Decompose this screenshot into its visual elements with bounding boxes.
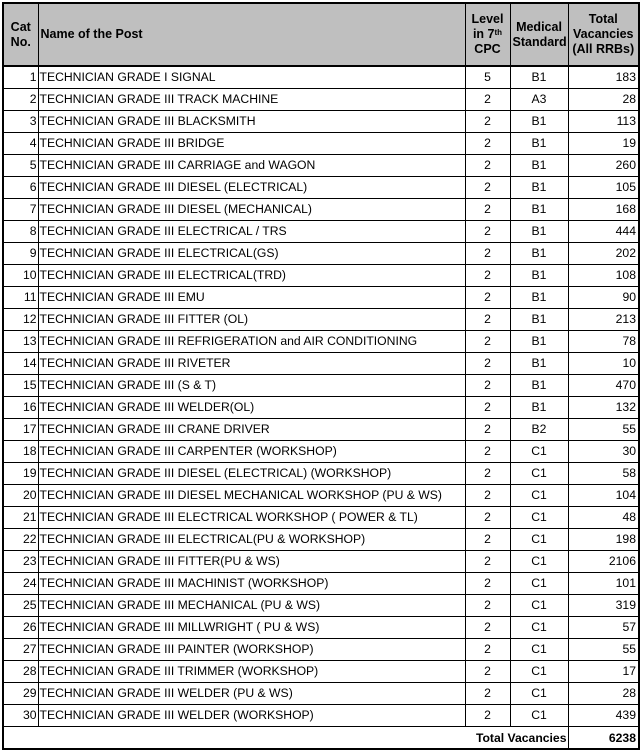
- table-row: [3, 309, 639, 331]
- table-row: [3, 111, 639, 133]
- table-row: [3, 463, 639, 485]
- medical-standard-cell: B1: [510, 199, 568, 221]
- level-cell: 2: [465, 705, 510, 727]
- total-vacancies-cell: 183: [568, 66, 639, 89]
- medical-standard-cell: C1: [510, 529, 568, 551]
- header-total-line3: (All RRBs): [572, 42, 635, 56]
- cat-no-cell: 14: [3, 353, 38, 375]
- level-cell: 2: [465, 353, 510, 375]
- level-cell: 2: [465, 309, 510, 331]
- vacancy-table-container: [2, 2, 640, 750]
- level-cell: 2: [465, 177, 510, 199]
- total-vacancies-cell: 55: [568, 639, 639, 661]
- level-cell: 2: [465, 485, 510, 507]
- cat-no-cell: 24: [3, 573, 38, 595]
- table-row: [3, 639, 639, 661]
- level-cell: 2: [465, 661, 510, 683]
- total-vacancies-cell: 213: [568, 309, 639, 331]
- level-cell: 2: [465, 507, 510, 529]
- table-row: [3, 705, 639, 727]
- header-level-line3: CPC: [474, 42, 501, 56]
- medical-standard-cell: C1: [510, 463, 568, 485]
- post-name-cell: TECHNICIAN GRADE III PAINTER (WORKSHOP): [38, 639, 465, 661]
- total-vacancies-cell: 105: [568, 177, 639, 199]
- cat-no-cell: 29: [3, 683, 38, 705]
- level-cell: 2: [465, 331, 510, 353]
- level-cell: 2: [465, 639, 510, 661]
- medical-standard-cell: B1: [510, 243, 568, 265]
- cat-no-cell: 6: [3, 177, 38, 199]
- cat-no-cell: 30: [3, 705, 38, 727]
- table-row: [3, 595, 639, 617]
- table-row: [3, 221, 639, 243]
- table-row: [3, 287, 639, 309]
- post-name-cell: TECHNICIAN GRADE III MECHANICAL (PU & WS): [38, 595, 465, 617]
- table-row: [3, 155, 639, 177]
- post-name-cell: TECHNICIAN GRADE III BRIDGE: [38, 133, 465, 155]
- cat-no-cell: 10: [3, 265, 38, 287]
- table-row: [3, 243, 639, 265]
- cat-no-cell: 3: [3, 111, 38, 133]
- table-row: [3, 397, 639, 419]
- post-name-cell: TECHNICIAN GRADE III CARRIAGE and WAGON: [38, 155, 465, 177]
- header-medical: [510, 3, 568, 66]
- total-vacancies-cell: 132: [568, 397, 639, 419]
- level-cell: 2: [465, 375, 510, 397]
- total-vacancies-cell: 168: [568, 199, 639, 221]
- post-name-cell: TECHNICIAN GRADE III CRANE DRIVER: [38, 419, 465, 441]
- level-cell: 2: [465, 551, 510, 573]
- total-vacancies-cell: 17: [568, 661, 639, 683]
- table-row: [3, 265, 639, 287]
- total-vacancies-cell: 444: [568, 221, 639, 243]
- level-cell: 2: [465, 199, 510, 221]
- total-vacancies-cell: 90: [568, 287, 639, 309]
- total-vacancies-cell: 30: [568, 441, 639, 463]
- total-vacancies-value: 6238: [568, 727, 639, 750]
- medical-standard-cell: C1: [510, 441, 568, 463]
- medical-standard-cell: B1: [510, 133, 568, 155]
- medical-standard-cell: C1: [510, 617, 568, 639]
- table-row: [3, 66, 639, 89]
- table-row: [3, 507, 639, 529]
- cat-no-cell: 13: [3, 331, 38, 353]
- total-vacancies-cell: 28: [568, 683, 639, 705]
- cat-no-cell: 28: [3, 661, 38, 683]
- medical-standard-cell: C1: [510, 507, 568, 529]
- table-row: [3, 331, 639, 353]
- post-name-cell: TECHNICIAN GRADE III WELDER(OL): [38, 397, 465, 419]
- post-name-cell: TECHNICIAN GRADE III ELECTRICAL WORKSHOP ( POWER & TL): [38, 507, 465, 529]
- post-name-cell: TECHNICIAN GRADE III (S & T): [38, 375, 465, 397]
- post-name-cell: TECHNICIAN GRADE III FITTER (OL): [38, 309, 465, 331]
- table-row: [3, 199, 639, 221]
- total-vacancies-cell: 113: [568, 111, 639, 133]
- total-row: [3, 727, 639, 750]
- table-row: [3, 89, 639, 111]
- header-medical-line1: Medical: [516, 19, 562, 34]
- cat-no-cell: 22: [3, 529, 38, 551]
- total-vacancies-cell: 2106: [568, 551, 639, 573]
- total-vacancies-cell: 10: [568, 353, 639, 375]
- medical-standard-cell: C1: [510, 595, 568, 617]
- header-post-name: Name of the Post: [38, 3, 465, 66]
- post-name-cell: TECHNICIAN GRADE III TRACK MACHINE: [38, 89, 465, 111]
- level-cell: 2: [465, 573, 510, 595]
- level-cell: 5: [465, 66, 510, 89]
- medical-standard-cell: A3: [510, 89, 568, 111]
- total-vacancies-cell: 101: [568, 573, 639, 595]
- cat-no-cell: 4: [3, 133, 38, 155]
- total-vacancies-cell: 108: [568, 265, 639, 287]
- post-name-cell: TECHNICIAN GRADE III RIVETER: [38, 353, 465, 375]
- cat-no-cell: 5: [3, 155, 38, 177]
- medical-standard-cell: B1: [510, 265, 568, 287]
- level-cell: 2: [465, 287, 510, 309]
- level-cell: 2: [465, 683, 510, 705]
- table-row: [3, 573, 639, 595]
- cat-no-cell: 19: [3, 463, 38, 485]
- post-name-cell: TECHNICIAN GRADE III TRIMMER (WORKSHOP): [38, 661, 465, 683]
- cat-no-cell: 25: [3, 595, 38, 617]
- total-vacancies-cell: 57: [568, 617, 639, 639]
- medical-standard-cell: B1: [510, 111, 568, 133]
- post-name-cell: TECHNICIAN GRADE III ELECTRICAL(GS): [38, 243, 465, 265]
- post-name-cell: TECHNICIAN GRADE III DIESEL (MECHANICAL): [38, 199, 465, 221]
- cat-no-cell: 16: [3, 397, 38, 419]
- cat-no-cell: 27: [3, 639, 38, 661]
- total-vacancies-cell: 58: [568, 463, 639, 485]
- medical-standard-cell: B2: [510, 419, 568, 441]
- header-level-sup: th: [494, 28, 503, 37]
- cat-no-cell: 20: [3, 485, 38, 507]
- post-name-cell: TECHNICIAN GRADE III BLACKSMITH: [38, 111, 465, 133]
- medical-standard-cell: B1: [510, 155, 568, 177]
- cat-no-cell: 17: [3, 419, 38, 441]
- level-cell: 2: [465, 419, 510, 441]
- table-footer: [3, 727, 639, 750]
- table-row: [3, 375, 639, 397]
- table-body: [3, 66, 639, 727]
- level-cell: 2: [465, 441, 510, 463]
- level-cell: 2: [465, 463, 510, 485]
- header-cat-no-line2: No.: [10, 34, 31, 49]
- table-header: [3, 3, 639, 66]
- medical-standard-cell: B1: [510, 177, 568, 199]
- cat-no-cell: 9: [3, 243, 38, 265]
- cat-no-cell: 11: [3, 287, 38, 309]
- cat-no-cell: 1: [3, 66, 38, 89]
- total-vacancies-cell: 55: [568, 419, 639, 441]
- total-vacancies-cell: 319: [568, 595, 639, 617]
- medical-standard-cell: B1: [510, 66, 568, 89]
- cat-no-cell: 26: [3, 617, 38, 639]
- medical-standard-cell: C1: [510, 551, 568, 573]
- level-cell: 2: [465, 397, 510, 419]
- medical-standard-cell: B1: [510, 353, 568, 375]
- cat-no-cell: 7: [3, 199, 38, 221]
- medical-standard-cell: C1: [510, 661, 568, 683]
- medical-standard-cell: B1: [510, 331, 568, 353]
- header-total-line2: Vacancies: [573, 27, 634, 41]
- total-vacancies-cell: 48: [568, 507, 639, 529]
- header-total-line1: Total: [588, 12, 618, 26]
- post-name-cell: TECHNICIAN GRADE III CARPENTER (WORKSHOP): [38, 441, 465, 463]
- cat-no-cell: 15: [3, 375, 38, 397]
- cat-no-cell: 21: [3, 507, 38, 529]
- table-row: [3, 133, 639, 155]
- post-name-cell: TECHNICIAN GRADE III ELECTRICAL(TRD): [38, 265, 465, 287]
- post-name-cell: TECHNICIAN GRADE III FITTER(PU & WS): [38, 551, 465, 573]
- table-row: [3, 177, 639, 199]
- table-row: [3, 683, 639, 705]
- table-row: [3, 551, 639, 573]
- table-row: [3, 353, 639, 375]
- cat-no-cell: 23: [3, 551, 38, 573]
- post-name-cell: TECHNICIAN GRADE III EMU: [38, 287, 465, 309]
- post-name-cell: TECHNICIAN GRADE III MACHINIST (WORKSHOP): [38, 573, 465, 595]
- level-cell: 2: [465, 221, 510, 243]
- medical-standard-cell: C1: [510, 639, 568, 661]
- level-cell: 2: [465, 133, 510, 155]
- post-name-cell: TECHNICIAN GRADE III ELECTRICAL / TRS: [38, 221, 465, 243]
- cat-no-cell: 18: [3, 441, 38, 463]
- level-cell: 2: [465, 155, 510, 177]
- total-vacancies-cell: 19: [568, 133, 639, 155]
- post-name-cell: TECHNICIAN GRADE III DIESEL (ELECTRICAL) (WORKSHOP): [38, 463, 465, 485]
- medical-standard-cell: C1: [510, 683, 568, 705]
- level-cell: 2: [465, 89, 510, 111]
- total-vacancies-cell: 470: [568, 375, 639, 397]
- level-cell: 2: [465, 617, 510, 639]
- header-level: [465, 3, 510, 66]
- header-cat-no: [3, 3, 38, 66]
- medical-standard-cell: C1: [510, 573, 568, 595]
- medical-standard-cell: B1: [510, 287, 568, 309]
- total-vacancies-cell: 439: [568, 705, 639, 727]
- cat-no-cell: 2: [3, 89, 38, 111]
- level-cell: 2: [465, 265, 510, 287]
- post-name-cell: TECHNICIAN GRADE III DIESEL MECHANICAL WORKSHOP (PU & WS): [38, 485, 465, 507]
- table-row: [3, 617, 639, 639]
- post-name-cell: TECHNICIAN GRADE III WELDER (PU & WS): [38, 683, 465, 705]
- header-row: [3, 3, 639, 66]
- table-row: [3, 419, 639, 441]
- header-total-vacancies: [568, 3, 639, 66]
- table-row: [3, 485, 639, 507]
- medical-standard-cell: B1: [510, 221, 568, 243]
- table-row: [3, 661, 639, 683]
- total-vacancies-cell: 104: [568, 485, 639, 507]
- post-name-cell: TECHNICIAN GRADE III REFRIGERATION and AIR CONDITIONING: [38, 331, 465, 353]
- level-cell: 2: [465, 111, 510, 133]
- cat-no-cell: 12: [3, 309, 38, 331]
- header-cat-no-line1: Cat: [10, 19, 31, 34]
- table-row: [3, 441, 639, 463]
- header-medical-line2: Standard: [512, 34, 567, 49]
- header-level-line2: in 7: [472, 27, 495, 41]
- medical-standard-cell: C1: [510, 705, 568, 727]
- table-row: [3, 529, 639, 551]
- total-vacancies-label: Total Vacancies: [3, 727, 568, 750]
- level-cell: 2: [465, 243, 510, 265]
- total-vacancies-cell: 260: [568, 155, 639, 177]
- total-vacancies-cell: 202: [568, 243, 639, 265]
- total-vacancies-cell: 28: [568, 89, 639, 111]
- level-cell: 2: [465, 529, 510, 551]
- post-name-cell: TECHNICIAN GRADE III ELECTRICAL(PU & WORKSHOP): [38, 529, 465, 551]
- post-name-cell: TECHNICIAN GRADE III WELDER (WORKSHOP): [38, 705, 465, 727]
- medical-standard-cell: C1: [510, 485, 568, 507]
- post-name-cell: TECHNICIAN GRADE III DIESEL (ELECTRICAL): [38, 177, 465, 199]
- post-name-cell: TECHNICIAN GRADE I SIGNAL: [38, 66, 465, 89]
- level-cell: 2: [465, 595, 510, 617]
- header-level-line1: Level: [471, 12, 504, 26]
- medical-standard-cell: B1: [510, 375, 568, 397]
- vacancy-table: [2, 2, 640, 750]
- cat-no-cell: 8: [3, 221, 38, 243]
- post-name-cell: TECHNICIAN GRADE III MILLWRIGHT ( PU & WS): [38, 617, 465, 639]
- medical-standard-cell: B1: [510, 397, 568, 419]
- total-vacancies-cell: 198: [568, 529, 639, 551]
- total-vacancies-cell: 78: [568, 331, 639, 353]
- medical-standard-cell: B1: [510, 309, 568, 331]
